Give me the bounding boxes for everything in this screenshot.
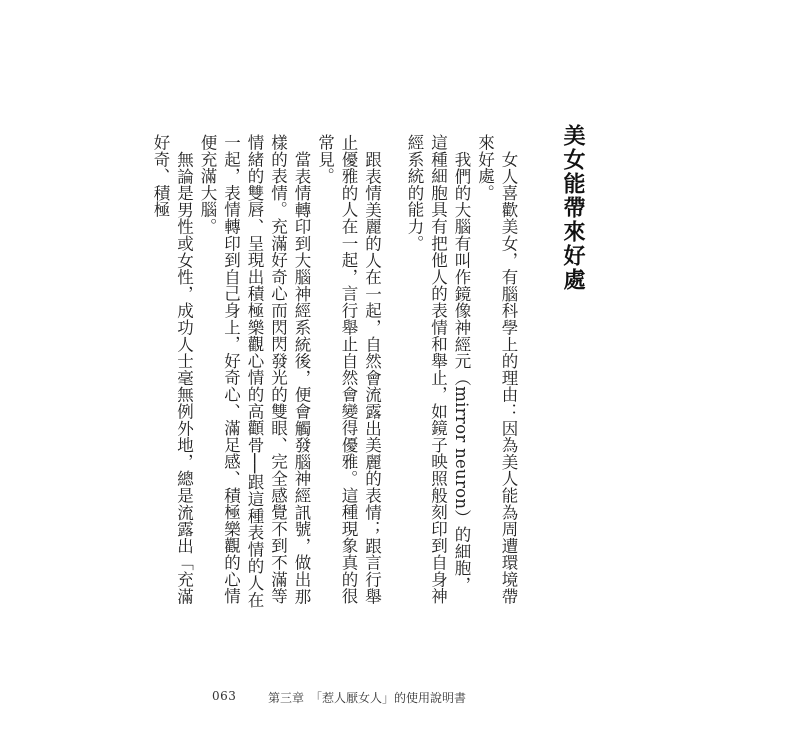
paragraph-3: 跟表情美麗的人在一起，自然會流露出美麗的表情；跟言行舉止優雅的人在一起，言行舉止自然會變得優雅。這種現象真的很常見。: [315, 134, 382, 605]
paragraph-2: 我們的大腦有叫作鏡像神經元（mirror neuron）的細胞，這種細胞具有把他人的表情和舉止，如鏡子映照般刻印到自身神經系統的能力。: [405, 134, 471, 605]
section-title: 美女能帶來好處: [560, 124, 585, 292]
paragraph-4: 當表情轉印到大腦神經系統後，便會觸發腦神經訊號，做出那樣的表情。充滿好奇心而閃閃發光的雙眼、完全感覺不到不滿等情緒的雙唇、呈現出積極樂觀心情的高顴骨──跟這種表情的人在一起，表情轉印到自己身上，好奇心、滿足感、積極樂觀的心情便充滿大腦。: [198, 134, 311, 609]
paragraph-1: 女人喜歡美女，有腦科學上的理由：因為美人能為周遭環境帶來好處。: [475, 134, 518, 605]
paragraph-5: 無論是男性或女性，成功人士毫無例外地，總是流露出「充滿好奇、積極: [151, 134, 194, 605]
body-text: [149, 134, 521, 609]
running-head: 第三章 「惹人厭女人」的使用說明書: [268, 691, 467, 705]
page-number: 063: [212, 689, 237, 703]
